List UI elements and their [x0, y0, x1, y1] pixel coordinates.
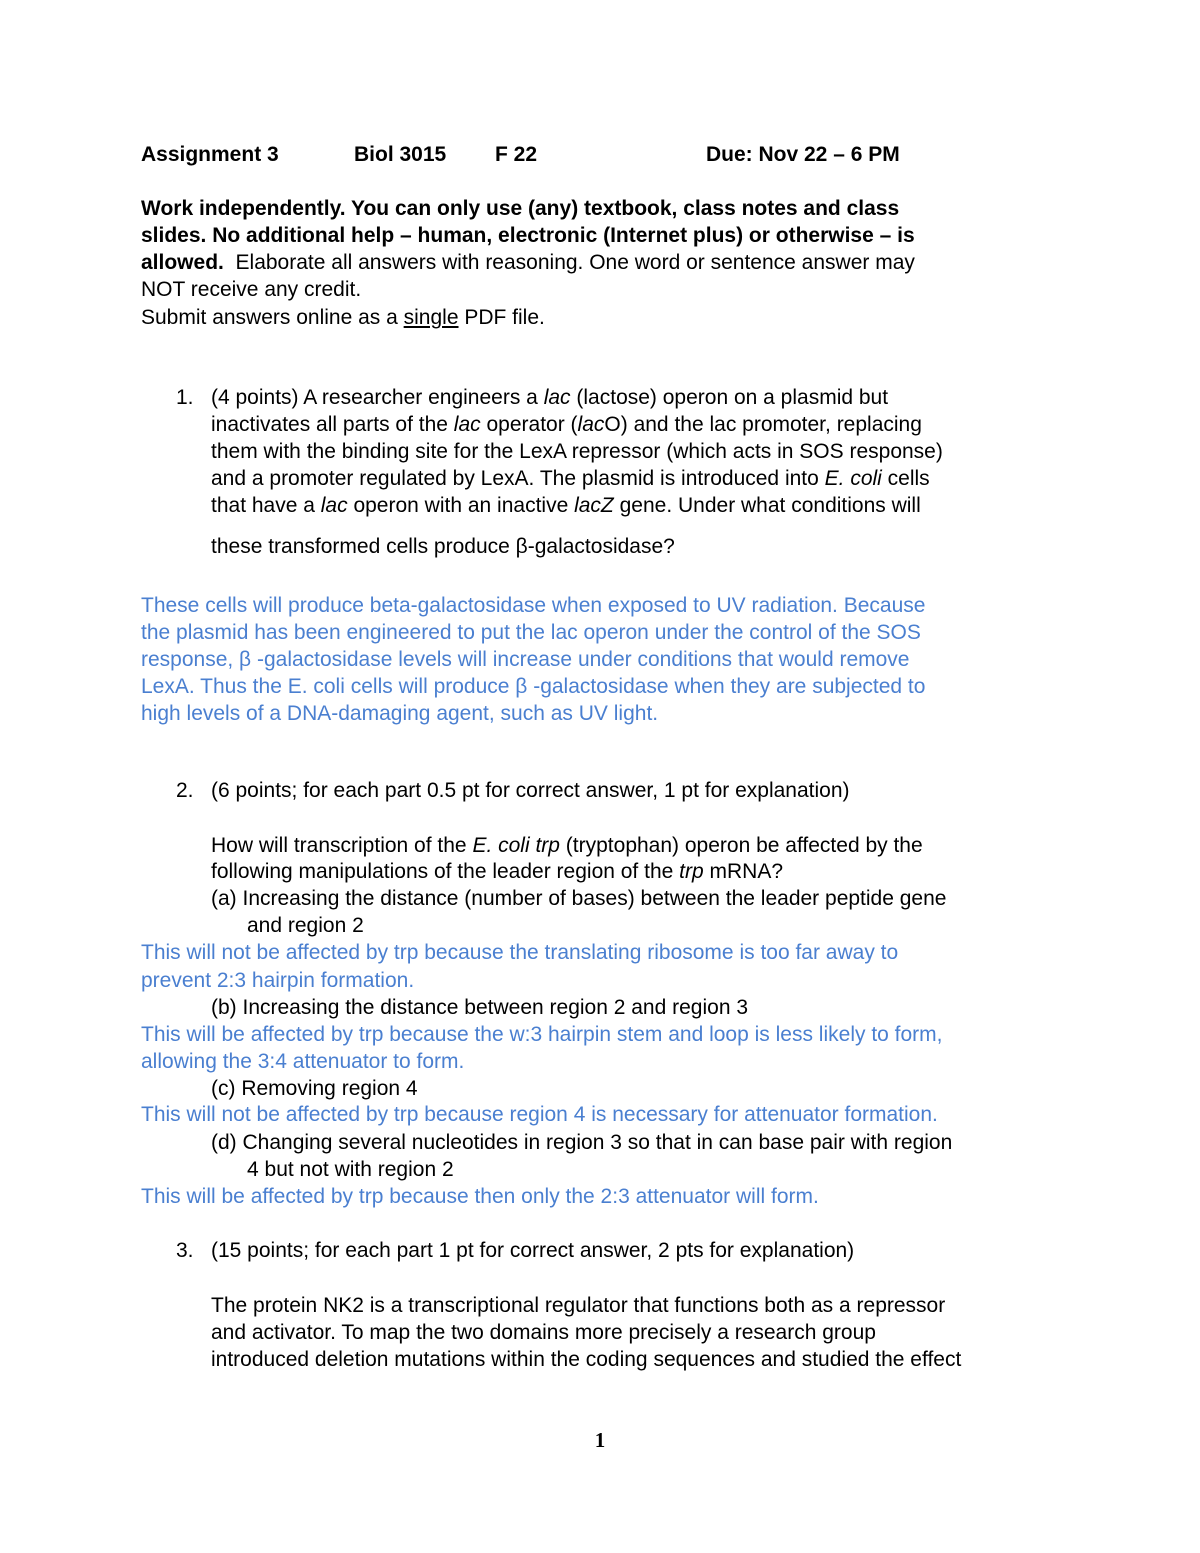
q1-l2-a: inactivates all parts of the: [211, 413, 454, 436]
q1-l2-italic-2: lac: [577, 413, 605, 436]
q1-l5-a: that have a: [211, 494, 321, 517]
q1-l1-a: (4 points) A researcher engineers a: [211, 386, 544, 409]
q2-line-1: [211, 834, 923, 858]
q1-line-6: these transformed cells produce β-galactosidase?: [211, 535, 675, 558]
q1-answer-line: the plasmid has been engineered to put the lac operon under the control of the SOS: [141, 621, 921, 644]
q1-l4-a: and a promoter regulated by LexA. The plasmid is introduced into: [211, 467, 825, 490]
submit-underlined: single: [403, 306, 459, 329]
q2-l2-a: following manipulations of the leader region of the: [211, 860, 680, 883]
q2-line-2: [211, 860, 783, 884]
allowed-bold: allowed.: [141, 251, 224, 274]
submit-post: PDF file.: [458, 306, 545, 329]
q1-answer-line: high levels of a DNA-damaging agent, such as UV light.: [141, 702, 659, 725]
q2-part-d-cont: 4 but not with region 2: [247, 1158, 454, 1181]
q1-l2-c: O) and the lac promoter, replacing: [604, 413, 922, 436]
q2-part-c: (c) Removing region 4: [211, 1077, 418, 1100]
q1-l5-italic-1: lac: [320, 494, 348, 517]
q1-l2-b: operator (: [480, 413, 578, 436]
q2-answer-a-line-2: prevent 2:3 hairpin formation.: [141, 969, 415, 992]
q1-line-4: [211, 467, 930, 491]
q2-answer-a-line-1: This will not be affected by trp because the translating ribosome is too far away to: [141, 941, 899, 964]
q2-answer-b-line-1: This will be affected by trp because the w:3 hairpin stem and loop is less likely to form,: [141, 1023, 943, 1046]
q1-l4-b: cells: [881, 467, 930, 490]
q3-line-1: The protein NK2 is a transcriptional regulator that functions both as a repressor: [211, 1294, 946, 1317]
q1-line-5: [211, 494, 921, 518]
q2-l1-italic: E. coli trp: [472, 834, 560, 857]
q3-line-2: and activator. To map the two domains more precisely a research group: [211, 1321, 876, 1344]
submit-instruction: [141, 306, 545, 330]
q1-answer-line: These cells will produce beta-galactosidase when exposed to UV radiation. Because: [141, 594, 926, 617]
instructions-line-2: slides. No additional help – human, electronic (Internet plus) or otherwise – is: [141, 224, 915, 247]
instructions-line-3-rest: Elaborate all answers with reasoning. One word or sentence answer may: [235, 251, 915, 274]
q2-answer-b-line-2: allowing the 3:4 attenuator to form.: [141, 1050, 465, 1073]
q1-line-2: [211, 413, 922, 437]
q2-number: 2.: [176, 779, 194, 802]
assignment-title: Assignment 3: [141, 143, 279, 166]
q3-number: 3.: [176, 1239, 194, 1262]
q1-l1-b: (lactose) operon on a plasmid but: [570, 386, 889, 409]
q2-heading: (6 points; for each part 0.5 pt for correct answer, 1 pt for explanation): [211, 779, 850, 802]
q1-l4-italic: E. coli: [824, 467, 882, 490]
q2-part-d: (d) Changing several nucleotides in region 3 so that in can base pair with region: [211, 1131, 953, 1154]
q2-l1-b: (tryptophan) operon be affected by the: [559, 834, 923, 857]
q1-l5-italic-2: lacZ: [574, 494, 614, 517]
q2-answer-d-line-1: This will be affected by trp because then only the 2:3 attenuator will form.: [141, 1185, 819, 1208]
q2-l2-italic: trp: [679, 860, 704, 883]
q2-answer-c-line-1: This will not be affected by trp because region 4 is necessary for attenuator formation.: [141, 1103, 938, 1126]
q1-line-1: [211, 386, 888, 410]
instructions-line-3: [141, 251, 915, 275]
page-number: 1: [594, 1428, 606, 1452]
q2-l1-a: How will transcription of the: [211, 834, 473, 857]
course-code: Biol 3015: [354, 143, 447, 166]
instructions-line-1: Work independently. You can only use (any) textbook, class notes and class: [141, 197, 900, 220]
q1-answer-line: response, β -galactosidase levels will increase under conditions that would remove: [141, 648, 910, 671]
q3-heading: (15 points; for each part 1 pt for correct answer, 2 pts for explanation): [211, 1239, 855, 1262]
submit-pre: Submit answers online as a: [141, 306, 404, 329]
q1-line-3: them with the binding site for the LexA repressor (which acts in SOS response): [211, 440, 943, 463]
q3-line-3: introduced deletion mutations within the coding sequences and studied the effect: [211, 1348, 962, 1371]
q2-part-a-cont: and region 2: [247, 914, 364, 937]
q1-answer-line: LexA. Thus the E. coli cells will produce β -galactosidase when they are subjected to: [141, 675, 926, 698]
q1-l2-italic-1: lac: [453, 413, 481, 436]
q1-l1-italic: lac: [543, 386, 571, 409]
q2-l2-b: mRNA?: [703, 860, 784, 883]
due-date: Due: Nov 22 – 6 PM: [706, 143, 900, 166]
q2-part-a: (a) Increasing the distance (number of bases) between the leader peptide gene: [211, 887, 947, 910]
instructions-line-4: NOT receive any credit.: [141, 278, 362, 301]
q1-number: 1.: [176, 386, 194, 409]
q1-l5-b: operon with an inactive: [347, 494, 575, 517]
q1-l5-c: gene. Under what conditions will: [613, 494, 921, 517]
q2-part-b: (b) Increasing the distance between region 2 and region 3: [211, 996, 749, 1019]
term: F 22: [495, 143, 538, 166]
